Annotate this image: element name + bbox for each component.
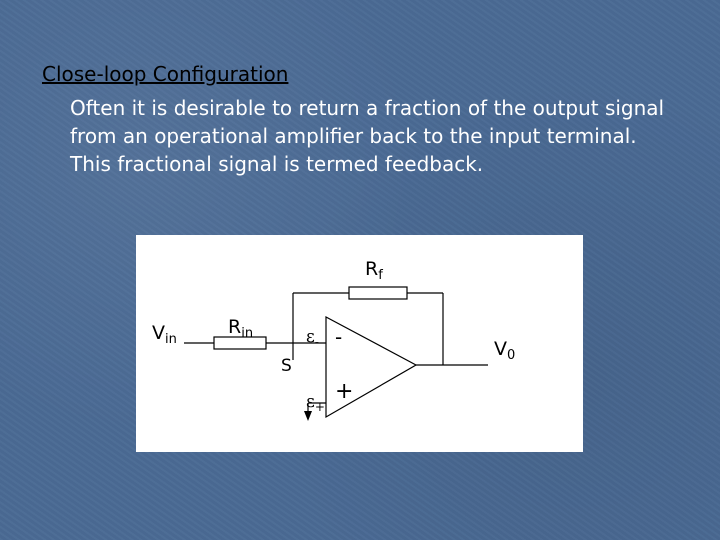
ground-arrow-icon [304, 411, 312, 421]
v0-label: $V_0$ [494, 338, 516, 363]
vin-label: $V_{in}$ [152, 322, 177, 347]
epsilon-minus-label: $\varepsilon_-$ [306, 327, 319, 349]
rin-label: $R_{in}$ [228, 316, 254, 341]
slide-heading: Close-loop Configuration [42, 62, 289, 86]
circuit-svg [136, 235, 583, 452]
epsilon-plus-label: $\varepsilon_+$ [306, 392, 325, 414]
input-resistor [214, 337, 266, 349]
noninverting-sign: + [335, 379, 354, 404]
inverting-sign: - [335, 325, 343, 349]
feedback-resistor [349, 287, 407, 299]
op-amp-feedback-diagram [136, 235, 583, 452]
rf-label: $R_f$ [365, 258, 383, 283]
node-s-label: S [281, 356, 292, 376]
slide-body-text: Often it is desirable to return a fraction of the output signal from an operational amplifier back to the input terminal. This fractional signal is termed feedback. [70, 96, 665, 176]
